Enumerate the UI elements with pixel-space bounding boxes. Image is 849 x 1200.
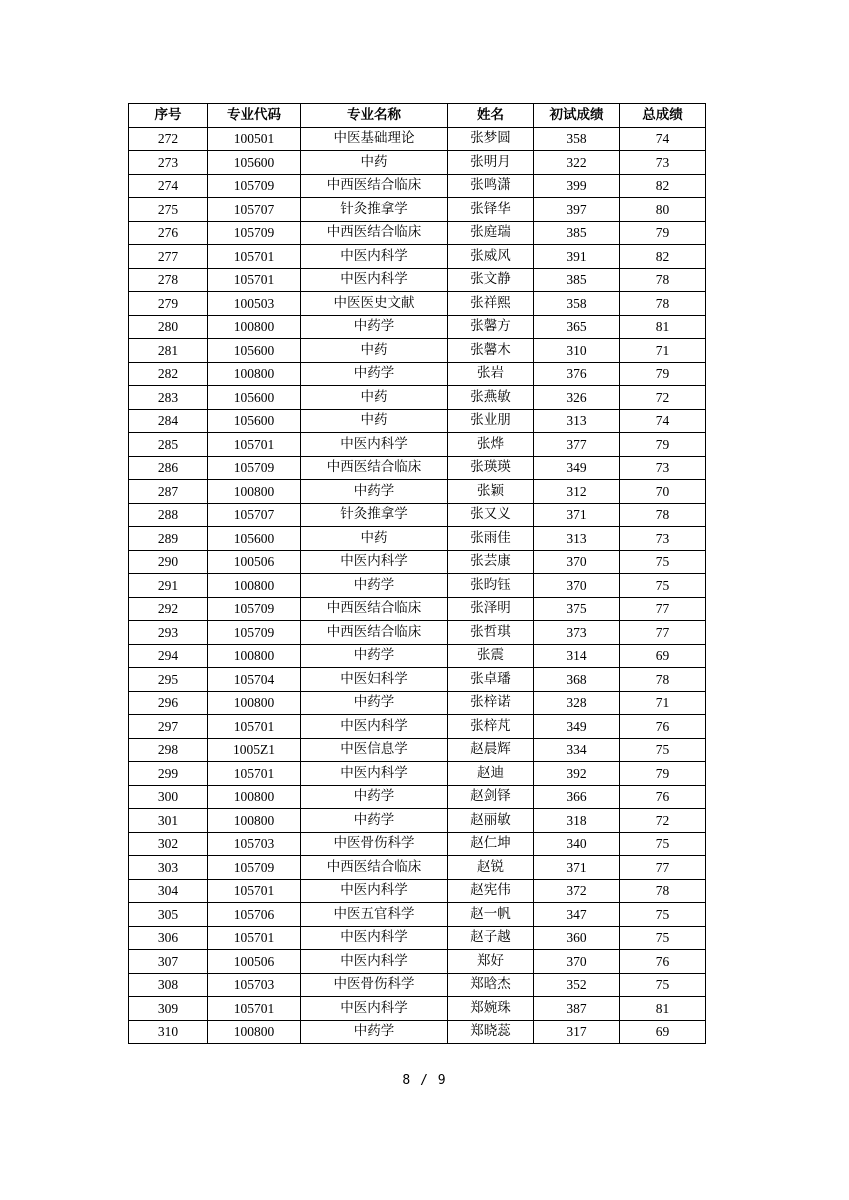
- cell-major-name: 中医内科学: [301, 550, 448, 574]
- cell-prelim-score: 326: [534, 386, 620, 410]
- cell-major-code: 105600: [208, 527, 301, 551]
- cell-total-score: 73: [620, 151, 706, 175]
- cell-major-code: 105701: [208, 268, 301, 292]
- cell-total-score: 79: [620, 762, 706, 786]
- cell-total-score: 75: [620, 738, 706, 762]
- cell-major-name: 中药学: [301, 809, 448, 833]
- cell-major-code: 105704: [208, 668, 301, 692]
- cell-prelim-score: 366: [534, 785, 620, 809]
- cell-total-score: 79: [620, 433, 706, 457]
- cell-major-code: 105706: [208, 903, 301, 927]
- cell-name: 张馨方: [448, 315, 534, 339]
- cell-prelim-score: 358: [534, 292, 620, 316]
- cell-seq: 300: [129, 785, 208, 809]
- cell-name: 张梓诺: [448, 691, 534, 715]
- cell-name: 张铎华: [448, 198, 534, 222]
- cell-major-code: 100800: [208, 574, 301, 598]
- cell-prelim-score: 313: [534, 527, 620, 551]
- cell-total-score: 75: [620, 903, 706, 927]
- cell-major-code: 105701: [208, 762, 301, 786]
- cell-total-score: 78: [620, 668, 706, 692]
- table-row: [129, 715, 706, 739]
- table-row: [129, 127, 706, 151]
- table-row: [129, 339, 706, 363]
- cell-name: 赵晨辉: [448, 738, 534, 762]
- table-row: [129, 597, 706, 621]
- table-row: [129, 738, 706, 762]
- header-major-code: 专业代码: [208, 104, 301, 128]
- cell-total-score: 75: [620, 926, 706, 950]
- cell-major-name: 中医骨伤科学: [301, 973, 448, 997]
- cell-prelim-score: 368: [534, 668, 620, 692]
- cell-total-score: 79: [620, 221, 706, 245]
- cell-prelim-score: 313: [534, 409, 620, 433]
- cell-name: 张颖: [448, 480, 534, 504]
- cell-seq: 286: [129, 456, 208, 480]
- cell-seq: 309: [129, 997, 208, 1021]
- cell-total-score: 74: [620, 127, 706, 151]
- cell-name: 张梓芃: [448, 715, 534, 739]
- header-seq: 序号: [129, 104, 208, 128]
- cell-total-score: 78: [620, 292, 706, 316]
- cell-total-score: 77: [620, 621, 706, 645]
- cell-major-code: 100800: [208, 691, 301, 715]
- table-row: [129, 245, 706, 269]
- cell-major-code: 1005Z1: [208, 738, 301, 762]
- cell-major-code: 105701: [208, 926, 301, 950]
- cell-name: 张震: [448, 644, 534, 668]
- cell-major-code: 105707: [208, 198, 301, 222]
- cell-major-name: 中药学: [301, 644, 448, 668]
- cell-total-score: 80: [620, 198, 706, 222]
- cell-name: 张昀钰: [448, 574, 534, 598]
- cell-major-code: 100800: [208, 1020, 301, 1044]
- cell-name: 郑婉珠: [448, 997, 534, 1021]
- cell-name: 赵迪: [448, 762, 534, 786]
- cell-major-name: 中药学: [301, 785, 448, 809]
- cell-name: 赵仁坤: [448, 832, 534, 856]
- table-row: [129, 174, 706, 198]
- cell-seq: 287: [129, 480, 208, 504]
- cell-seq: 278: [129, 268, 208, 292]
- cell-seq: 290: [129, 550, 208, 574]
- table-row: [129, 668, 706, 692]
- cell-major-name: 中药学: [301, 315, 448, 339]
- cell-total-score: 76: [620, 785, 706, 809]
- cell-major-name: 中医内科学: [301, 715, 448, 739]
- cell-name: 张芸康: [448, 550, 534, 574]
- cell-total-score: 78: [620, 879, 706, 903]
- cell-seq: 292: [129, 597, 208, 621]
- table-row: [129, 550, 706, 574]
- cell-major-name: 中药学: [301, 691, 448, 715]
- cell-name: 张文静: [448, 268, 534, 292]
- cell-seq: 281: [129, 339, 208, 363]
- cell-major-code: 100800: [208, 480, 301, 504]
- cell-prelim-score: 385: [534, 268, 620, 292]
- header-row: [129, 104, 706, 128]
- cell-major-name: 中医内科学: [301, 268, 448, 292]
- table-row: [129, 433, 706, 457]
- cell-major-code: 100800: [208, 315, 301, 339]
- cell-seq: 277: [129, 245, 208, 269]
- cell-total-score: 76: [620, 950, 706, 974]
- cell-seq: 306: [129, 926, 208, 950]
- cell-major-code: 100800: [208, 644, 301, 668]
- cell-seq: 298: [129, 738, 208, 762]
- cell-prelim-score: 314: [534, 644, 620, 668]
- cell-major-code: 100506: [208, 950, 301, 974]
- cell-major-code: 105600: [208, 386, 301, 410]
- cell-prelim-score: 347: [534, 903, 620, 927]
- table-row: [129, 527, 706, 551]
- cell-prelim-score: 312: [534, 480, 620, 504]
- table-row: [129, 762, 706, 786]
- cell-total-score: 82: [620, 245, 706, 269]
- cell-total-score: 69: [620, 644, 706, 668]
- cell-prelim-score: 387: [534, 997, 620, 1021]
- table-body: [129, 127, 706, 1044]
- cell-prelim-score: 392: [534, 762, 620, 786]
- cell-prelim-score: 349: [534, 715, 620, 739]
- cell-major-name: 中药: [301, 339, 448, 363]
- table-row: [129, 456, 706, 480]
- cell-major-name: 中医内科学: [301, 926, 448, 950]
- table-row: [129, 503, 706, 527]
- table-header: [129, 104, 706, 128]
- cell-total-score: 78: [620, 503, 706, 527]
- cell-seq: 307: [129, 950, 208, 974]
- cell-seq: 285: [129, 433, 208, 457]
- cell-major-code: 105709: [208, 856, 301, 880]
- cell-seq: 293: [129, 621, 208, 645]
- cell-major-code: 105709: [208, 621, 301, 645]
- cell-seq: 301: [129, 809, 208, 833]
- cell-name: 赵宪伟: [448, 879, 534, 903]
- cell-seq: 288: [129, 503, 208, 527]
- cell-name: 郑晗杰: [448, 973, 534, 997]
- cell-prelim-score: 334: [534, 738, 620, 762]
- cell-name: 张哲琪: [448, 621, 534, 645]
- cell-prelim-score: 310: [534, 339, 620, 363]
- cell-name: 张馨木: [448, 339, 534, 363]
- cell-total-score: 76: [620, 715, 706, 739]
- cell-name: 赵剑铎: [448, 785, 534, 809]
- cell-name: 张威风: [448, 245, 534, 269]
- cell-name: 张烨: [448, 433, 534, 457]
- table-row: [129, 198, 706, 222]
- cell-major-code: 100800: [208, 785, 301, 809]
- cell-seq: 274: [129, 174, 208, 198]
- cell-major-name: 中药学: [301, 362, 448, 386]
- cell-prelim-score: 318: [534, 809, 620, 833]
- cell-major-name: 中西医结合临床: [301, 174, 448, 198]
- header-prelim-score: 初试成绩: [534, 104, 620, 128]
- table-row: [129, 832, 706, 856]
- cell-seq: 289: [129, 527, 208, 551]
- cell-major-name: 中药学: [301, 480, 448, 504]
- table-row: [129, 268, 706, 292]
- cell-total-score: 73: [620, 527, 706, 551]
- cell-major-name: 中医内科学: [301, 950, 448, 974]
- cell-major-code: 105701: [208, 715, 301, 739]
- cell-major-code: 105709: [208, 221, 301, 245]
- cell-prelim-score: 385: [534, 221, 620, 245]
- cell-prelim-score: 373: [534, 621, 620, 645]
- cell-prelim-score: 377: [534, 433, 620, 457]
- cell-seq: 291: [129, 574, 208, 598]
- cell-name: 赵一帆: [448, 903, 534, 927]
- cell-major-name: 中药学: [301, 574, 448, 598]
- cell-total-score: 77: [620, 597, 706, 621]
- cell-major-code: 100506: [208, 550, 301, 574]
- cell-name: 赵丽敏: [448, 809, 534, 833]
- cell-prelim-score: 349: [534, 456, 620, 480]
- cell-total-score: 75: [620, 832, 706, 856]
- cell-name: 张燕敏: [448, 386, 534, 410]
- cell-name: 赵子越: [448, 926, 534, 950]
- table-row: [129, 151, 706, 175]
- cell-major-name: 针灸推拿学: [301, 503, 448, 527]
- cell-major-name: 中药: [301, 409, 448, 433]
- cell-seq: 302: [129, 832, 208, 856]
- cell-total-score: 72: [620, 386, 706, 410]
- cell-major-name: 中西医结合临床: [301, 456, 448, 480]
- cell-prelim-score: 328: [534, 691, 620, 715]
- table-row: [129, 973, 706, 997]
- cell-major-name: 中医信息学: [301, 738, 448, 762]
- cell-name: 张瑛瑛: [448, 456, 534, 480]
- cell-name: 赵锐: [448, 856, 534, 880]
- cell-total-score: 79: [620, 362, 706, 386]
- cell-prelim-score: 317: [534, 1020, 620, 1044]
- cell-major-code: 105701: [208, 879, 301, 903]
- cell-major-code: 105701: [208, 433, 301, 457]
- cell-name: 张鸣潇: [448, 174, 534, 198]
- cell-name: 张卓璠: [448, 668, 534, 692]
- cell-prelim-score: 371: [534, 503, 620, 527]
- table-row: [129, 691, 706, 715]
- cell-major-name: 中医医史文献: [301, 292, 448, 316]
- cell-major-code: 105707: [208, 503, 301, 527]
- cell-name: 张泽明: [448, 597, 534, 621]
- table-row: [129, 644, 706, 668]
- cell-seq: 294: [129, 644, 208, 668]
- cell-major-name: 中医内科学: [301, 879, 448, 903]
- table-row: [129, 362, 706, 386]
- cell-major-name: 中医妇科学: [301, 668, 448, 692]
- header-major-name: 专业名称: [301, 104, 448, 128]
- cell-prelim-score: 370: [534, 574, 620, 598]
- table-row: [129, 903, 706, 927]
- cell-prelim-score: 358: [534, 127, 620, 151]
- cell-major-code: 105600: [208, 409, 301, 433]
- cell-prelim-score: 399: [534, 174, 620, 198]
- cell-major-code: 105703: [208, 832, 301, 856]
- cell-seq: 305: [129, 903, 208, 927]
- table-row: [129, 950, 706, 974]
- cell-name: 张岩: [448, 362, 534, 386]
- cell-prelim-score: 360: [534, 926, 620, 950]
- cell-total-score: 75: [620, 973, 706, 997]
- cell-major-name: 中医内科学: [301, 245, 448, 269]
- table-row: [129, 221, 706, 245]
- cell-major-code: 100800: [208, 809, 301, 833]
- cell-major-code: 105709: [208, 456, 301, 480]
- cell-total-score: 70: [620, 480, 706, 504]
- cell-seq: 280: [129, 315, 208, 339]
- cell-major-name: 中医内科学: [301, 762, 448, 786]
- cell-seq: 272: [129, 127, 208, 151]
- cell-major-code: 100503: [208, 292, 301, 316]
- cell-total-score: 78: [620, 268, 706, 292]
- cell-prelim-score: 371: [534, 856, 620, 880]
- cell-total-score: 71: [620, 339, 706, 363]
- cell-total-score: 82: [620, 174, 706, 198]
- cell-seq: 303: [129, 856, 208, 880]
- cell-total-score: 75: [620, 550, 706, 574]
- cell-major-code: 105709: [208, 174, 301, 198]
- cell-seq: 284: [129, 409, 208, 433]
- cell-prelim-score: 376: [534, 362, 620, 386]
- cell-major-name: 中医内科学: [301, 433, 448, 457]
- cell-major-code: 105701: [208, 245, 301, 269]
- cell-seq: 299: [129, 762, 208, 786]
- cell-major-code: 100800: [208, 362, 301, 386]
- cell-major-name: 中西医结合临床: [301, 221, 448, 245]
- cell-name: 郑好: [448, 950, 534, 974]
- cell-major-name: 中西医结合临床: [301, 621, 448, 645]
- cell-total-score: 77: [620, 856, 706, 880]
- cell-seq: 296: [129, 691, 208, 715]
- table-row: [129, 856, 706, 880]
- cell-major-name: 中药学: [301, 1020, 448, 1044]
- cell-total-score: 69: [620, 1020, 706, 1044]
- cell-major-code: 100501: [208, 127, 301, 151]
- cell-prelim-score: 370: [534, 950, 620, 974]
- table-row: [129, 809, 706, 833]
- cell-major-name: 中药: [301, 386, 448, 410]
- cell-total-score: 81: [620, 315, 706, 339]
- cell-major-name: 中西医结合临床: [301, 856, 448, 880]
- cell-seq: 275: [129, 198, 208, 222]
- cell-prelim-score: 370: [534, 550, 620, 574]
- cell-seq: 276: [129, 221, 208, 245]
- cell-prelim-score: 352: [534, 973, 620, 997]
- table-row: [129, 386, 706, 410]
- table-row: [129, 315, 706, 339]
- cell-name: 张庭瑞: [448, 221, 534, 245]
- cell-major-name: 中西医结合临床: [301, 597, 448, 621]
- cell-major-name: 中药: [301, 151, 448, 175]
- table-row: [129, 574, 706, 598]
- cell-name: 郑晓蕊: [448, 1020, 534, 1044]
- cell-seq: 282: [129, 362, 208, 386]
- cell-major-name: 中医五官科学: [301, 903, 448, 927]
- cell-major-code: 105701: [208, 997, 301, 1021]
- cell-name: 张雨佳: [448, 527, 534, 551]
- cell-total-score: 71: [620, 691, 706, 715]
- table-row: [129, 409, 706, 433]
- cell-seq: 304: [129, 879, 208, 903]
- cell-prelim-score: 375: [534, 597, 620, 621]
- cell-major-name: 中医骨伤科学: [301, 832, 448, 856]
- cell-major-code: 105600: [208, 151, 301, 175]
- cell-major-name: 中药: [301, 527, 448, 551]
- table-row: [129, 1020, 706, 1044]
- cell-total-score: 73: [620, 456, 706, 480]
- cell-name: 张祥熙: [448, 292, 534, 316]
- cell-major-code: 105600: [208, 339, 301, 363]
- cell-prelim-score: 365: [534, 315, 620, 339]
- cell-major-name: 中医内科学: [301, 997, 448, 1021]
- cell-total-score: 75: [620, 574, 706, 598]
- cell-total-score: 74: [620, 409, 706, 433]
- page-number: 8 / 9: [402, 1073, 447, 1088]
- cell-seq: 308: [129, 973, 208, 997]
- table-row: [129, 292, 706, 316]
- cell-name: 张明月: [448, 151, 534, 175]
- cell-name: 张又义: [448, 503, 534, 527]
- cell-total-score: 81: [620, 997, 706, 1021]
- header-name: 姓名: [448, 104, 534, 128]
- cell-prelim-score: 322: [534, 151, 620, 175]
- cell-seq: 273: [129, 151, 208, 175]
- cell-total-score: 72: [620, 809, 706, 833]
- cell-seq: 310: [129, 1020, 208, 1044]
- cell-seq: 297: [129, 715, 208, 739]
- table-row: [129, 926, 706, 950]
- table-row: [129, 997, 706, 1021]
- admission-score-table: [128, 103, 706, 1044]
- cell-major-code: 105703: [208, 973, 301, 997]
- table-row: [129, 621, 706, 645]
- cell-name: 张业朋: [448, 409, 534, 433]
- cell-major-code: 105709: [208, 597, 301, 621]
- table-row: [129, 879, 706, 903]
- cell-prelim-score: 340: [534, 832, 620, 856]
- header-total-score: 总成绩: [620, 104, 706, 128]
- cell-seq: 279: [129, 292, 208, 316]
- cell-prelim-score: 372: [534, 879, 620, 903]
- cell-prelim-score: 391: [534, 245, 620, 269]
- table-row: [129, 480, 706, 504]
- cell-seq: 295: [129, 668, 208, 692]
- cell-name: 张梦圆: [448, 127, 534, 151]
- cell-major-name: 针灸推拿学: [301, 198, 448, 222]
- cell-seq: 283: [129, 386, 208, 410]
- cell-prelim-score: 397: [534, 198, 620, 222]
- cell-major-name: 中医基础理论: [301, 127, 448, 151]
- table-row: [129, 785, 706, 809]
